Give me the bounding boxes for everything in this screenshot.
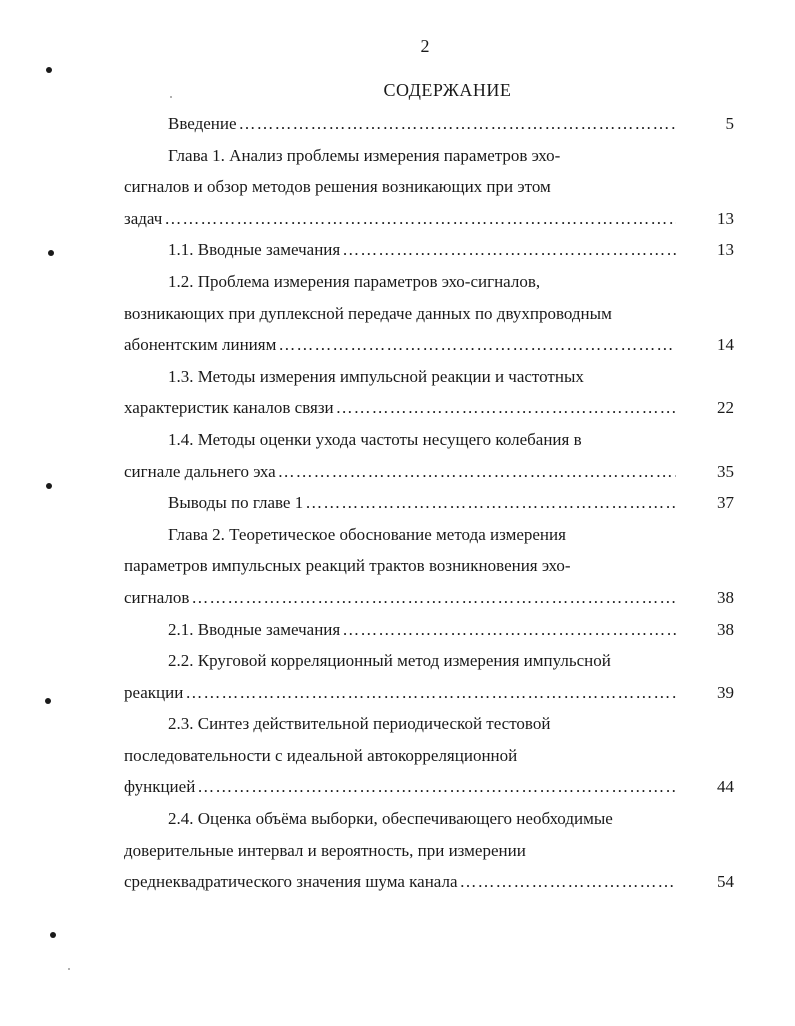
toc-entry xyxy=(124,424,734,487)
toc-page-number: 38 xyxy=(717,587,734,607)
dot-leader xyxy=(239,108,676,140)
toc-entry-last-line xyxy=(124,614,734,646)
toc-entry-text-line: характеристик каналов связи xyxy=(124,398,334,418)
dot-leader xyxy=(460,866,676,898)
toc-entry-text-line: доверительные интервал и вероятность, при измерении xyxy=(124,840,526,860)
toc-entry-last-line xyxy=(124,677,734,709)
dot-leader xyxy=(185,677,676,709)
toc-entry xyxy=(124,108,734,140)
toc-entry-text-line: функцией xyxy=(124,777,196,797)
toc-page-number: 35 xyxy=(717,461,734,481)
toc-entry xyxy=(124,140,734,235)
toc-entry-text-line: сигналов и обзор методов решения возникающих при этом xyxy=(124,177,551,197)
table-of-contents xyxy=(124,108,734,898)
toc-page-number: 13 xyxy=(717,240,734,260)
dot-leader xyxy=(278,329,676,361)
toc-entry xyxy=(124,803,734,898)
toc-page-number: 14 xyxy=(717,335,734,355)
scan-speck xyxy=(68,968,70,970)
toc-entry xyxy=(124,519,734,614)
toc-entry-text-line: среднеквадратического значения шума канала xyxy=(124,872,458,892)
toc-page-number: 5 xyxy=(725,114,734,133)
toc-page-number: 44 xyxy=(717,777,734,797)
toc-entry xyxy=(124,645,734,708)
binder-hole-mark xyxy=(45,698,51,704)
toc-entry-text-line: задач xyxy=(124,208,163,228)
toc-entry-text-line: 2.4. Оценка объёма выборки, обеспечивающего необходимые xyxy=(168,809,613,829)
toc-entry-text-line: 2.1. Вводные замечания xyxy=(168,619,341,639)
toc-entry-text-line: возникающих при дуплексной передаче данных по двухпроводным xyxy=(124,303,612,323)
dot-leader xyxy=(164,203,676,235)
dot-leader xyxy=(191,582,676,614)
toc-entry-text-line: сигналов xyxy=(124,587,190,607)
toc-entry xyxy=(124,361,734,424)
binder-hole-mark xyxy=(46,483,52,489)
toc-entry-last-line xyxy=(124,329,734,361)
toc-page-number: 13 xyxy=(717,208,734,228)
toc-entry-last-line xyxy=(124,582,734,614)
toc-entry-last-line xyxy=(124,487,734,519)
toc-entry-text-line: Глава 1. Анализ проблемы измерения параметров эхо- xyxy=(168,145,561,165)
toc-entry-last-line xyxy=(124,456,734,488)
toc-entry-text-line: сигнале дальнего эха xyxy=(124,461,276,481)
scan-speck xyxy=(170,96,172,98)
toc-entry xyxy=(124,266,734,361)
toc-entry xyxy=(124,487,734,519)
dot-leader xyxy=(278,456,676,488)
toc-entry-text-line: 1.4. Методы оценки ухода частоты несущего колебания в xyxy=(168,429,582,449)
toc-entry-text-line: Введение xyxy=(168,114,237,133)
toc-page-number: 37 xyxy=(717,493,734,513)
toc-entry-last-line xyxy=(124,108,734,140)
toc-entry-text-line: Выводы по главе 1 xyxy=(168,493,304,513)
binder-hole-mark xyxy=(50,932,56,938)
toc-entry-text-line: последовательности с идеальной автокорреляционной xyxy=(124,745,518,765)
toc-entry-text-line: параметров импульсных реакций трактов возникновения эхо- xyxy=(124,556,571,576)
toc-page-number: 22 xyxy=(717,398,734,418)
binder-hole-mark xyxy=(48,250,54,256)
toc-entry-last-line xyxy=(124,203,734,235)
dot-leader xyxy=(336,392,676,424)
dot-leader xyxy=(197,771,676,803)
page-number: 2 xyxy=(420,36,430,56)
toc-entry xyxy=(124,614,734,646)
toc-entry-last-line xyxy=(124,392,734,424)
toc-entry xyxy=(124,234,734,266)
toc-page-number: 39 xyxy=(717,682,734,702)
toc-entry-text-line: 2.3. Синтез действительной периодической тестовой xyxy=(168,714,551,734)
toc-entry-text-line: 1.2. Проблема измерения параметров эхо-сигналов, xyxy=(168,271,541,291)
toc-entry xyxy=(124,708,734,803)
toc-page-number: 54 xyxy=(717,872,734,892)
toc-entry-text-line: 2.2. Круговой корреляционный метод измерения импульсной xyxy=(168,651,611,671)
toc-entry-text-line: реакции xyxy=(124,682,184,702)
dot-leader xyxy=(305,487,676,519)
toc-entry-text-line: 1.1. Вводные замечания xyxy=(168,240,341,260)
toc-entry-text-line: абонентским линиям xyxy=(124,335,277,355)
binder-hole-mark xyxy=(46,67,52,73)
toc-page-number: 38 xyxy=(717,619,734,639)
dot-leader xyxy=(342,234,676,266)
toc-entry-last-line xyxy=(124,771,734,803)
dot-leader xyxy=(342,614,676,646)
toc-entry-text-line: 1.3. Методы измерения импульсной реакции и частотных xyxy=(168,366,584,386)
toc-title: СОДЕРЖАНИЕ xyxy=(383,80,512,100)
toc-entry-last-line xyxy=(124,234,734,266)
toc-entry-text-line: Глава 2. Теоретическое обоснование метода измерения xyxy=(168,524,566,544)
toc-entry-last-line xyxy=(124,866,734,898)
